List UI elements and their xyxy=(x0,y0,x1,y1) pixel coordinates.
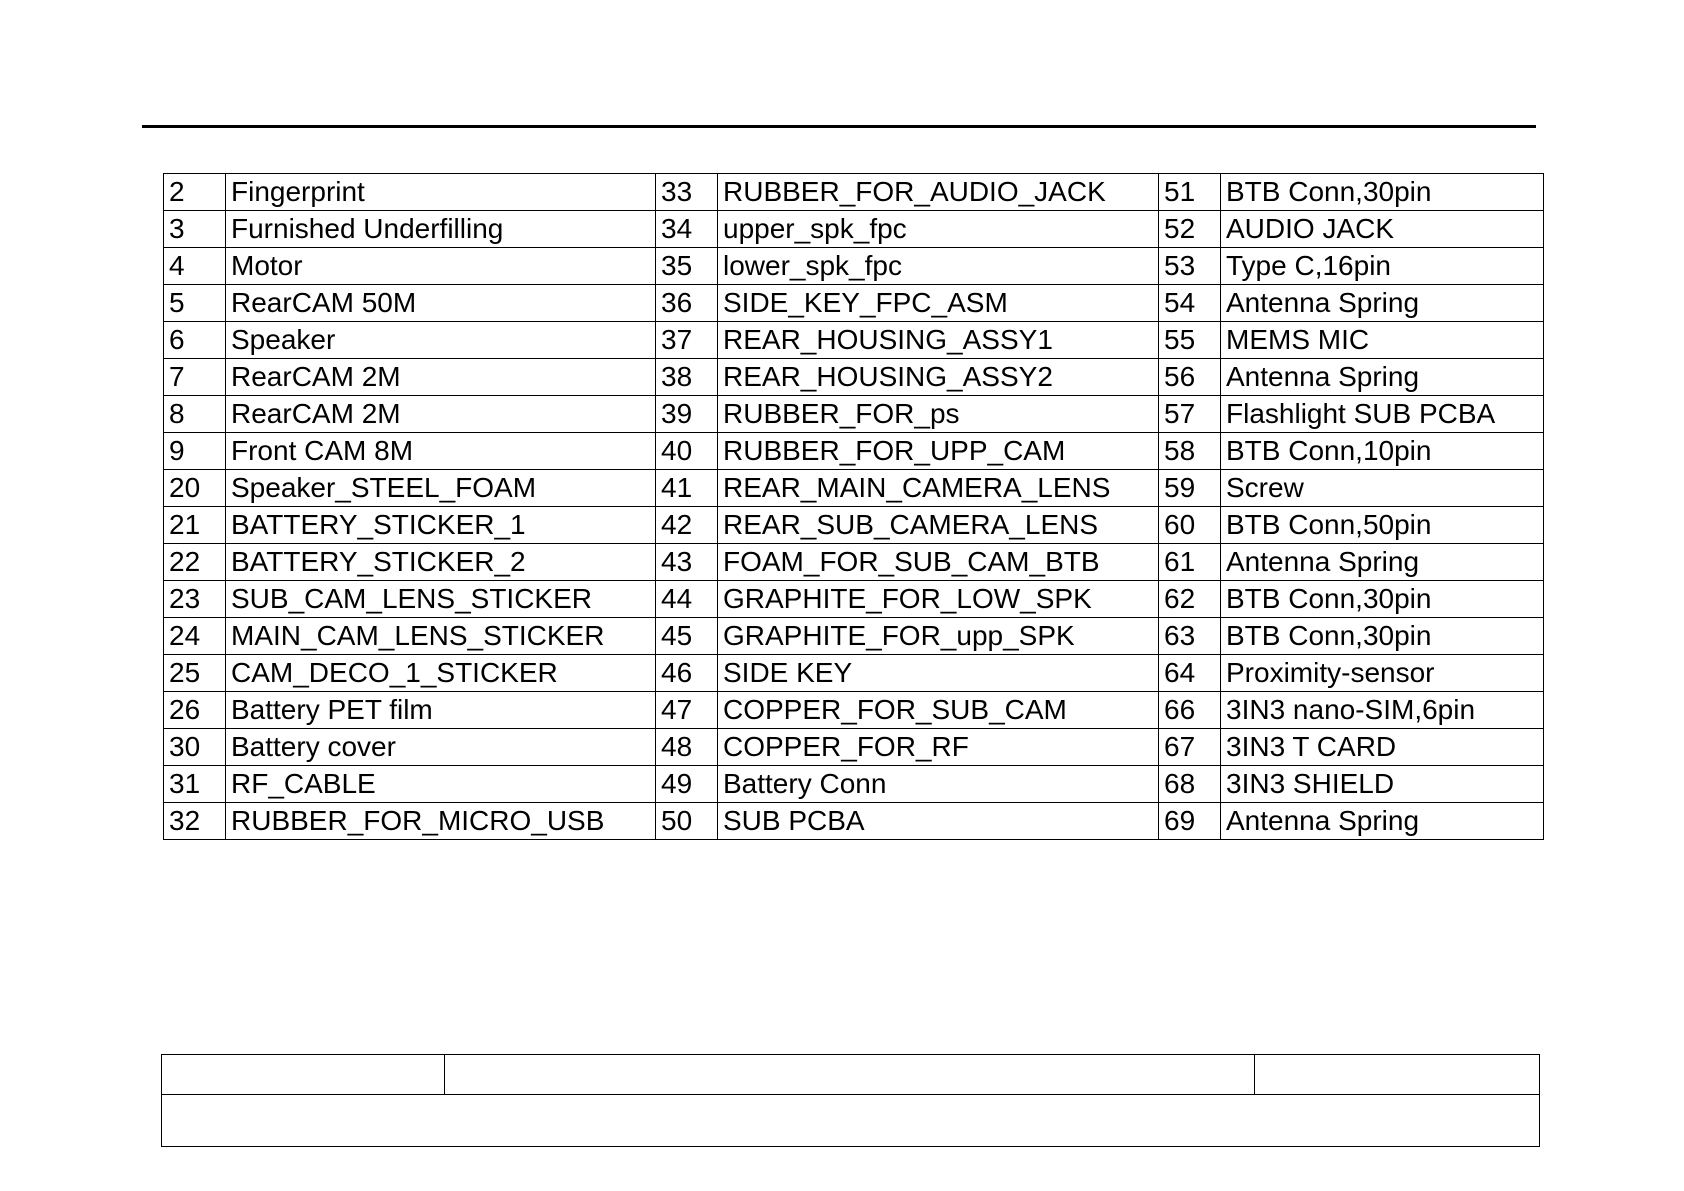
item-name: Battery cover xyxy=(226,729,656,766)
item-number: 26 xyxy=(164,692,226,729)
item-number: 41 xyxy=(656,470,718,507)
item-number: 39 xyxy=(656,396,718,433)
table-row xyxy=(164,729,1544,766)
item-number: 61 xyxy=(1159,544,1221,581)
table-row xyxy=(164,618,1544,655)
item-number: 34 xyxy=(656,211,718,248)
item-name: upper_spk_fpc xyxy=(718,211,1159,248)
item-name: Type C,16pin xyxy=(1221,248,1544,285)
item-name: RUBBER_FOR_ps xyxy=(718,396,1159,433)
item-name: Antenna Spring xyxy=(1221,359,1544,396)
item-number: 67 xyxy=(1159,729,1221,766)
item-number: 8 xyxy=(164,396,226,433)
item-number: 3 xyxy=(164,211,226,248)
item-number: 6 xyxy=(164,322,226,359)
item-number: 51 xyxy=(1159,174,1221,211)
table-row xyxy=(164,359,1544,396)
table-row xyxy=(164,248,1544,285)
item-name: BTB Conn,10pin xyxy=(1221,433,1544,470)
item-number: 40 xyxy=(656,433,718,470)
item-number: 63 xyxy=(1159,618,1221,655)
footer-row xyxy=(162,1095,1540,1147)
item-number: 45 xyxy=(656,618,718,655)
item-name: Antenna Spring xyxy=(1221,803,1544,840)
table-row xyxy=(164,285,1544,322)
item-number: 62 xyxy=(1159,581,1221,618)
parts-table-body xyxy=(164,174,1544,840)
item-name: Motor xyxy=(226,248,656,285)
item-number: 50 xyxy=(656,803,718,840)
item-number: 2 xyxy=(164,174,226,211)
table-row xyxy=(164,766,1544,803)
item-name: FOAM_FOR_SUB_CAM_BTB xyxy=(718,544,1159,581)
item-name: Flashlight SUB PCBA xyxy=(1221,396,1544,433)
item-number: 4 xyxy=(164,248,226,285)
table-row xyxy=(164,396,1544,433)
item-name: Speaker_STEEL_FOAM xyxy=(226,470,656,507)
item-name: Battery PET film xyxy=(226,692,656,729)
table-row xyxy=(164,174,1544,211)
item-name: REAR_MAIN_CAMERA_LENS xyxy=(718,470,1159,507)
item-number: 44 xyxy=(656,581,718,618)
table-row xyxy=(164,692,1544,729)
item-number: 53 xyxy=(1159,248,1221,285)
item-number: 46 xyxy=(656,655,718,692)
item-name: SUB_CAM_LENS_STICKER xyxy=(226,581,656,618)
item-number: 69 xyxy=(1159,803,1221,840)
table-row xyxy=(164,581,1544,618)
item-name: RUBBER_FOR_MICRO_USB xyxy=(226,803,656,840)
item-number: 55 xyxy=(1159,322,1221,359)
item-number: 32 xyxy=(164,803,226,840)
item-number: 24 xyxy=(164,618,226,655)
item-name: REAR_HOUSING_ASSY2 xyxy=(718,359,1159,396)
item-name: Speaker xyxy=(226,322,656,359)
item-number: 25 xyxy=(164,655,226,692)
header-rule xyxy=(142,125,1536,128)
item-number: 5 xyxy=(164,285,226,322)
item-number: 49 xyxy=(656,766,718,803)
item-number: 43 xyxy=(656,544,718,581)
item-name: Proximity-sensor xyxy=(1221,655,1544,692)
item-number: 59 xyxy=(1159,470,1221,507)
item-number: 30 xyxy=(164,729,226,766)
item-number: 68 xyxy=(1159,766,1221,803)
item-number: 47 xyxy=(656,692,718,729)
item-number: 33 xyxy=(656,174,718,211)
item-name: COPPER_FOR_RF xyxy=(718,729,1159,766)
footer-row xyxy=(162,1055,1540,1095)
item-name: Antenna Spring xyxy=(1221,544,1544,581)
item-number: 52 xyxy=(1159,211,1221,248)
item-name: GRAPHITE_FOR_LOW_SPK xyxy=(718,581,1159,618)
item-number: 21 xyxy=(164,507,226,544)
footer-cell xyxy=(162,1055,445,1095)
table-row xyxy=(164,655,1544,692)
item-number: 35 xyxy=(656,248,718,285)
table-row xyxy=(164,803,1544,840)
item-name: MAIN_CAM_LENS_STICKER xyxy=(226,618,656,655)
table-row xyxy=(164,470,1544,507)
item-name: BATTERY_STICKER_2 xyxy=(226,544,656,581)
item-name: 3IN3 nano-SIM,6pin xyxy=(1221,692,1544,729)
item-name: BTB Conn,30pin xyxy=(1221,618,1544,655)
item-name: RearCAM 50M xyxy=(226,285,656,322)
footer-cell xyxy=(1255,1055,1540,1095)
item-name: SIDE_KEY_FPC_ASM xyxy=(718,285,1159,322)
item-name: SUB PCBA xyxy=(718,803,1159,840)
item-number: 20 xyxy=(164,470,226,507)
item-number: 22 xyxy=(164,544,226,581)
item-number: 42 xyxy=(656,507,718,544)
table-row xyxy=(164,211,1544,248)
item-name: CAM_DECO_1_STICKER xyxy=(226,655,656,692)
item-number: 37 xyxy=(656,322,718,359)
item-number: 7 xyxy=(164,359,226,396)
item-name: RearCAM 2M xyxy=(226,396,656,433)
item-name: RF_CABLE xyxy=(226,766,656,803)
item-name: BTB Conn,30pin xyxy=(1221,581,1544,618)
item-name: AUDIO JACK xyxy=(1221,211,1544,248)
item-number: 56 xyxy=(1159,359,1221,396)
item-name: SIDE KEY xyxy=(718,655,1159,692)
footer-table xyxy=(161,1054,1540,1147)
table-row xyxy=(164,544,1544,581)
item-number: 60 xyxy=(1159,507,1221,544)
item-name: BTB Conn,30pin xyxy=(1221,174,1544,211)
table-row xyxy=(164,507,1544,544)
item-name: BTB Conn,50pin xyxy=(1221,507,1544,544)
item-name: RUBBER_FOR_AUDIO_JACK xyxy=(718,174,1159,211)
item-number: 64 xyxy=(1159,655,1221,692)
item-name: Antenna Spring xyxy=(1221,285,1544,322)
item-name: Screw xyxy=(1221,470,1544,507)
footer-cell xyxy=(445,1055,1255,1095)
item-number: 54 xyxy=(1159,285,1221,322)
item-name: BATTERY_STICKER_1 xyxy=(226,507,656,544)
item-number: 66 xyxy=(1159,692,1221,729)
item-name: 3IN3 T CARD xyxy=(1221,729,1544,766)
item-name: Front CAM 8M xyxy=(226,433,656,470)
item-name: Fingerprint xyxy=(226,174,656,211)
item-number: 31 xyxy=(164,766,226,803)
item-number: 58 xyxy=(1159,433,1221,470)
item-name: GRAPHITE_FOR_upp_SPK xyxy=(718,618,1159,655)
item-number: 38 xyxy=(656,359,718,396)
item-number: 23 xyxy=(164,581,226,618)
item-name: REAR_HOUSING_ASSY1 xyxy=(718,322,1159,359)
table-row xyxy=(164,433,1544,470)
table-row xyxy=(164,322,1544,359)
item-number: 48 xyxy=(656,729,718,766)
footer-cell xyxy=(162,1095,1540,1147)
item-name: MEMS MIC xyxy=(1221,322,1544,359)
item-name: Furnished Underfilling xyxy=(226,211,656,248)
item-name: 3IN3 SHIELD xyxy=(1221,766,1544,803)
item-number: 36 xyxy=(656,285,718,322)
item-number: 57 xyxy=(1159,396,1221,433)
parts-table xyxy=(163,173,1544,840)
item-name: lower_spk_fpc xyxy=(718,248,1159,285)
item-number: 9 xyxy=(164,433,226,470)
item-name: Battery Conn xyxy=(718,766,1159,803)
item-name: REAR_SUB_CAMERA_LENS xyxy=(718,507,1159,544)
item-name: RearCAM 2M xyxy=(226,359,656,396)
item-name: COPPER_FOR_SUB_CAM xyxy=(718,692,1159,729)
item-name: RUBBER_FOR_UPP_CAM xyxy=(718,433,1159,470)
